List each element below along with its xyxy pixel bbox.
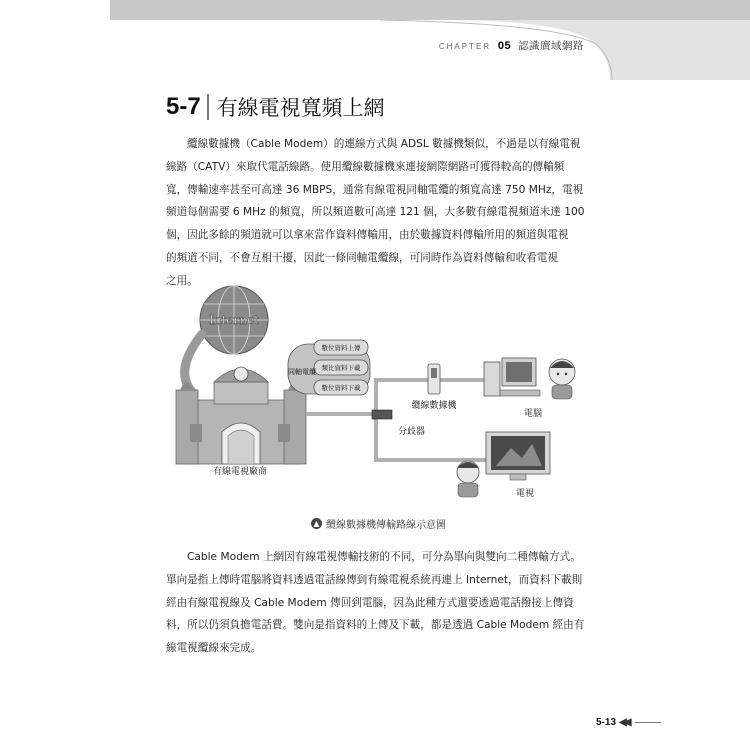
coax-digital-label: 數位資料下載 [321, 384, 361, 392]
header-swoosh [0, 0, 750, 80]
text-line: 線電視纜線來完成。 [166, 642, 262, 655]
cable-modem-diagram [166, 282, 586, 512]
child-icon [549, 359, 575, 399]
footer-rule [635, 722, 661, 723]
viewer-child-icon [457, 461, 479, 497]
computer-label: 電腦 [524, 409, 543, 419]
text-line: 個，因此多餘的頻道就可以拿來當作資料傳輸用，由於數據資料傳輸所用的頻道與電視 [166, 229, 569, 242]
splitter-icon [372, 410, 392, 419]
figure-caption [311, 516, 446, 531]
internet-label: Internet [209, 313, 259, 327]
paragraph-intro [166, 133, 584, 293]
tv-label: 電視 [516, 489, 535, 499]
television-icon [486, 432, 550, 480]
cable-modem-label: 纜線數據機 [411, 401, 457, 411]
arrow-up-circle-icon: ▲ [311, 518, 322, 529]
text-line: Cable Modem 上網因有線電視傳輸技術的不同，可分為單向與雙向二種傳輸方式。 [187, 551, 581, 563]
text-line: 料，所以仍須負擔電話費。雙向是指資料的上傳及下載，都是透過 Cable Modem 經由有 [166, 619, 584, 632]
coax-tv-label: 同軸電纜 [288, 368, 316, 376]
chapter-heading [439, 38, 584, 53]
page-number: 5-13 [596, 717, 617, 728]
computer-icon [484, 358, 540, 396]
text-line: 寬，傳輸速率甚至可高達 36 MBPS，通常有線電視同軸電纜的頻寬高達 750 MHz，電視 [166, 183, 584, 196]
double-arrow-left-icon: ◀◀ [619, 717, 629, 728]
headend-label: 有線電視廠商 [212, 467, 268, 477]
text-line: 頻道每個需要 6 MHz 的頻寬，所以頻道數可高達 121 個，大多數有線電視頻道未達 100 [166, 206, 584, 219]
cable-line [376, 414, 492, 460]
caption-text: 纜線數據機傳輸路線示意圖 [326, 520, 446, 531]
splitter-label: 分歧器 [398, 427, 426, 437]
cable-modem-icon [428, 364, 440, 394]
text-line: 線路（CATV）來取代電話線路。使用纜線數據機來連接網際網路可獲得較高的傳輸頻 [166, 160, 565, 173]
chapter-title: 認識廣域網路 [518, 40, 584, 52]
text-line: 之用。 [166, 274, 198, 287]
text-line: 纜線數據機（Cable Modem）的連線方式與 ADSL 數據機類似，不過是以有線電視 [187, 138, 581, 150]
headend-building-icon [176, 367, 306, 464]
page-footer [596, 717, 661, 728]
text-line: 的頻道不同，不會互相干擾，因此一條同軸電纜線，可同時作為資料傳輸和收看電視 [166, 251, 558, 264]
section-divider [207, 94, 209, 120]
section-heading [166, 92, 385, 122]
text-line: 經由有線電視線及 Cable Modem 傳回到電腦，因為此種方式還要透過電話撥接上傳資 [166, 596, 574, 609]
paragraph-transmission [166, 546, 584, 660]
section-number: 5-7 [166, 93, 201, 120]
coax-upload-label: 數位資料上傳 [321, 344, 361, 352]
text-line: 單向是指上傳時電腦將資料透過電話線傳到有線電視系統再連上 Internet，而資料下載則 [166, 573, 583, 586]
chapter-number: 05 [497, 40, 512, 52]
chapter-word: CHAPTER [438, 42, 492, 51]
coax-analog-label: 類比資料下載 [321, 364, 361, 372]
section-title: 有線電視寬頻上網 [216, 96, 385, 120]
